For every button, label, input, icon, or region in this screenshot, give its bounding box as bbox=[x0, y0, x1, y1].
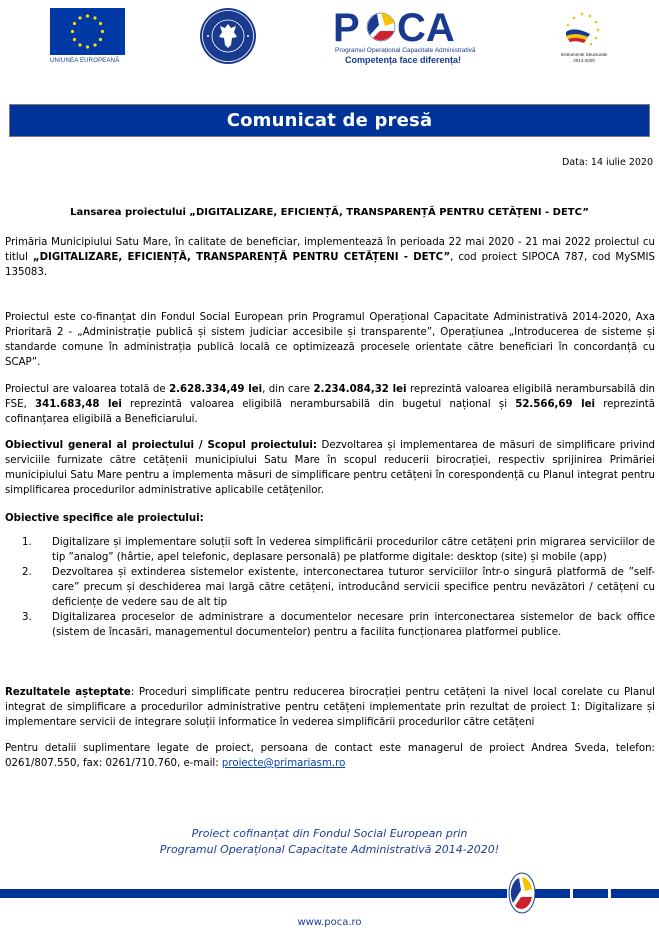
list-item: 2. Dezvoltarea și extinderea sistemelor existente, interconectarea tuturor serviciilor într-o singură platformă de ”self-care” precum și deschiderea mai largă către cetățeni, introducând servicii specifice pentru nevăzători / cetățeni cu deficiențe de vedere sau de alt tip bbox=[22, 567, 655, 608]
general-objective-label: Obiectivul general al proiectului / Scopul proiectului: bbox=[5, 440, 317, 451]
footer-divider bbox=[0, 889, 507, 898]
poca-emblem-icon bbox=[508, 871, 536, 915]
paragraph-general-objective: Obiectivul general al proiectului / Scopul proiectului: Dezvoltarea și implementarea de măsuri de simplificare privind serviciile furnizate către cetățenii municipiului Satu Mare în scopul reducerii birocrației, respectiv sprijinirea Primăriei municipiului Satu Mare pentru a implementa măsuri de simplificare pentru cetățeni în corespondență cu Planul integrat pentru simplificarea procedurilor administrative aplicabile cetățenilor. bbox=[5, 440, 656, 496]
poca-program-name: Programul Operațional Capacitate Administrativă bbox=[335, 47, 476, 54]
project-title: „DIGITALIZARE, EFICIENȚĂ, TRANSPARENȚĂ PENTRU CETĂȚENI - DETC” bbox=[32, 252, 451, 263]
paragraph-intro: Primăria Municipiului Satu Mare, în calitate de beneficiar, implementează în perioada 22 mai 2020 - 21 mai 2022 proiectul cu titlul „DIGITALIZARE, EFICIENȚĂ, TRANSPARENȚĂ PENTRU CETĂȚENI - DETC”, cod proiect SIPOCA 787, cod MySMIS 135083. bbox=[5, 237, 655, 278]
footer-divider-segment bbox=[611, 889, 659, 898]
instrumente-structurale-logo bbox=[554, 8, 614, 70]
list-item: 3. Digitalizarea proceselor de administrare a documentelor necesare prin interconectarea sistemelor de back office (sistem de încasări, managementul documentelor) pentru a facilita funcționarea platformei publice. bbox=[22, 612, 655, 638]
cofinancing-value: 52.566,69 lei bbox=[515, 399, 596, 410]
specific-objectives-list bbox=[22, 535, 655, 640]
svg-text:P: P bbox=[333, 7, 360, 47]
release-date: Data: 14 iulie 2020 bbox=[562, 157, 653, 168]
guvernul-romaniei-seal bbox=[198, 7, 258, 65]
poca-logo bbox=[333, 7, 476, 65]
eu-flag-logo bbox=[50, 8, 125, 55]
list-item: 1. Digitalizare și implementare soluții soft în vederea simplificării procedurilor către cetățeni prin migrarea serviciilor de tip ”analog” (hârtie, apel telefonic, deplasare personală) pe platforme digitale: desktop (site) și mobile (app) bbox=[22, 537, 655, 563]
footer-divider-segment bbox=[535, 889, 570, 898]
specific-objectives-title: Obiective specifice ale proiectului: bbox=[5, 513, 204, 524]
footer-divider-segment bbox=[573, 889, 608, 898]
svg-text:CA: CA bbox=[397, 7, 455, 47]
paragraph-funding: Proiectul este co-finanțat din Fondul Social European prin Programul Operațional Capacitate Administrativă 2014-2020, Axa Prioritară 2 - „Administrație publică și sistem judiciar accesibile și transparente”, Operațiunea „Introducerea de sisteme și standarde comune în administrația publică locală ce optimizează procesele orientate către beneficiari în concordanță cu SCAP”. bbox=[5, 312, 655, 368]
eu-stars-icon bbox=[50, 8, 125, 55]
eu-label: UNIUNEA EUROPEANĂ bbox=[50, 58, 120, 64]
total-value: 2.628.334,49 lei bbox=[169, 384, 263, 395]
footer-website: www.poca.ro bbox=[297, 917, 362, 928]
footer-cofinancing-note: Proiect cofinanțat din Fondul Social European prin Programul Operațional Capacitate Administrativă 2014-2020! bbox=[159, 827, 500, 856]
paragraph-budget: Proiectul are valoarea totală de 2.628.334,49 lei, din care 2.234.084,32 lei reprezintă valoarea eligibilă nerambursabilă din FSE, 341.683,48 lei reprezintă valoarea eligibilă nerambursabilă din bugetul național și 52.566,69 lei reprezintă cofinanțarea eligibilă a Beneficiarului. bbox=[5, 384, 656, 425]
banner-title: Comunicat de presă bbox=[226, 110, 433, 131]
headline: Lansarea proiectului „DIGITALIZARE, EFICIENȚĂ, TRANSPARENȚĂ PENTRU CETĂȚENI - DETC” bbox=[70, 207, 589, 218]
poca-slogan: Competența face diferența! bbox=[345, 55, 462, 65]
paragraph-expected-results: Rezultatele așteptate: Proceduri simplificate pentru reducerea birocrației pentru cetățeni la nivel local corelate cu Planul integrat de simplificare a procedurilor administrative pentru cetățeni implementate prin rezultat de proiect 1: Digitalizare și implementare servicii de integrare soluții informatice în vederea simplificării procedurilor către cetățeni bbox=[5, 687, 655, 728]
contact-email-link[interactable]: proiecte@primariasm.ro bbox=[221, 758, 346, 769]
expected-results-label: Rezultatele așteptate bbox=[5, 687, 131, 698]
fse-value: 2.234.084,32 lei bbox=[313, 384, 407, 395]
national-value: 341.683,48 lei bbox=[35, 399, 122, 410]
instrumente-structurale-label: Instrumente Structurale 2014-2020 bbox=[560, 52, 608, 63]
press-release-banner bbox=[9, 104, 650, 137]
paragraph-contact: Pentru detalii suplimentare legate de proiect, persoana de contact este managerul de proiect Andrea Sveda, telefon: 0261/807.550, fax: 0261/710.760, e-mail: proiecte@primariasm.ro bbox=[5, 743, 655, 769]
